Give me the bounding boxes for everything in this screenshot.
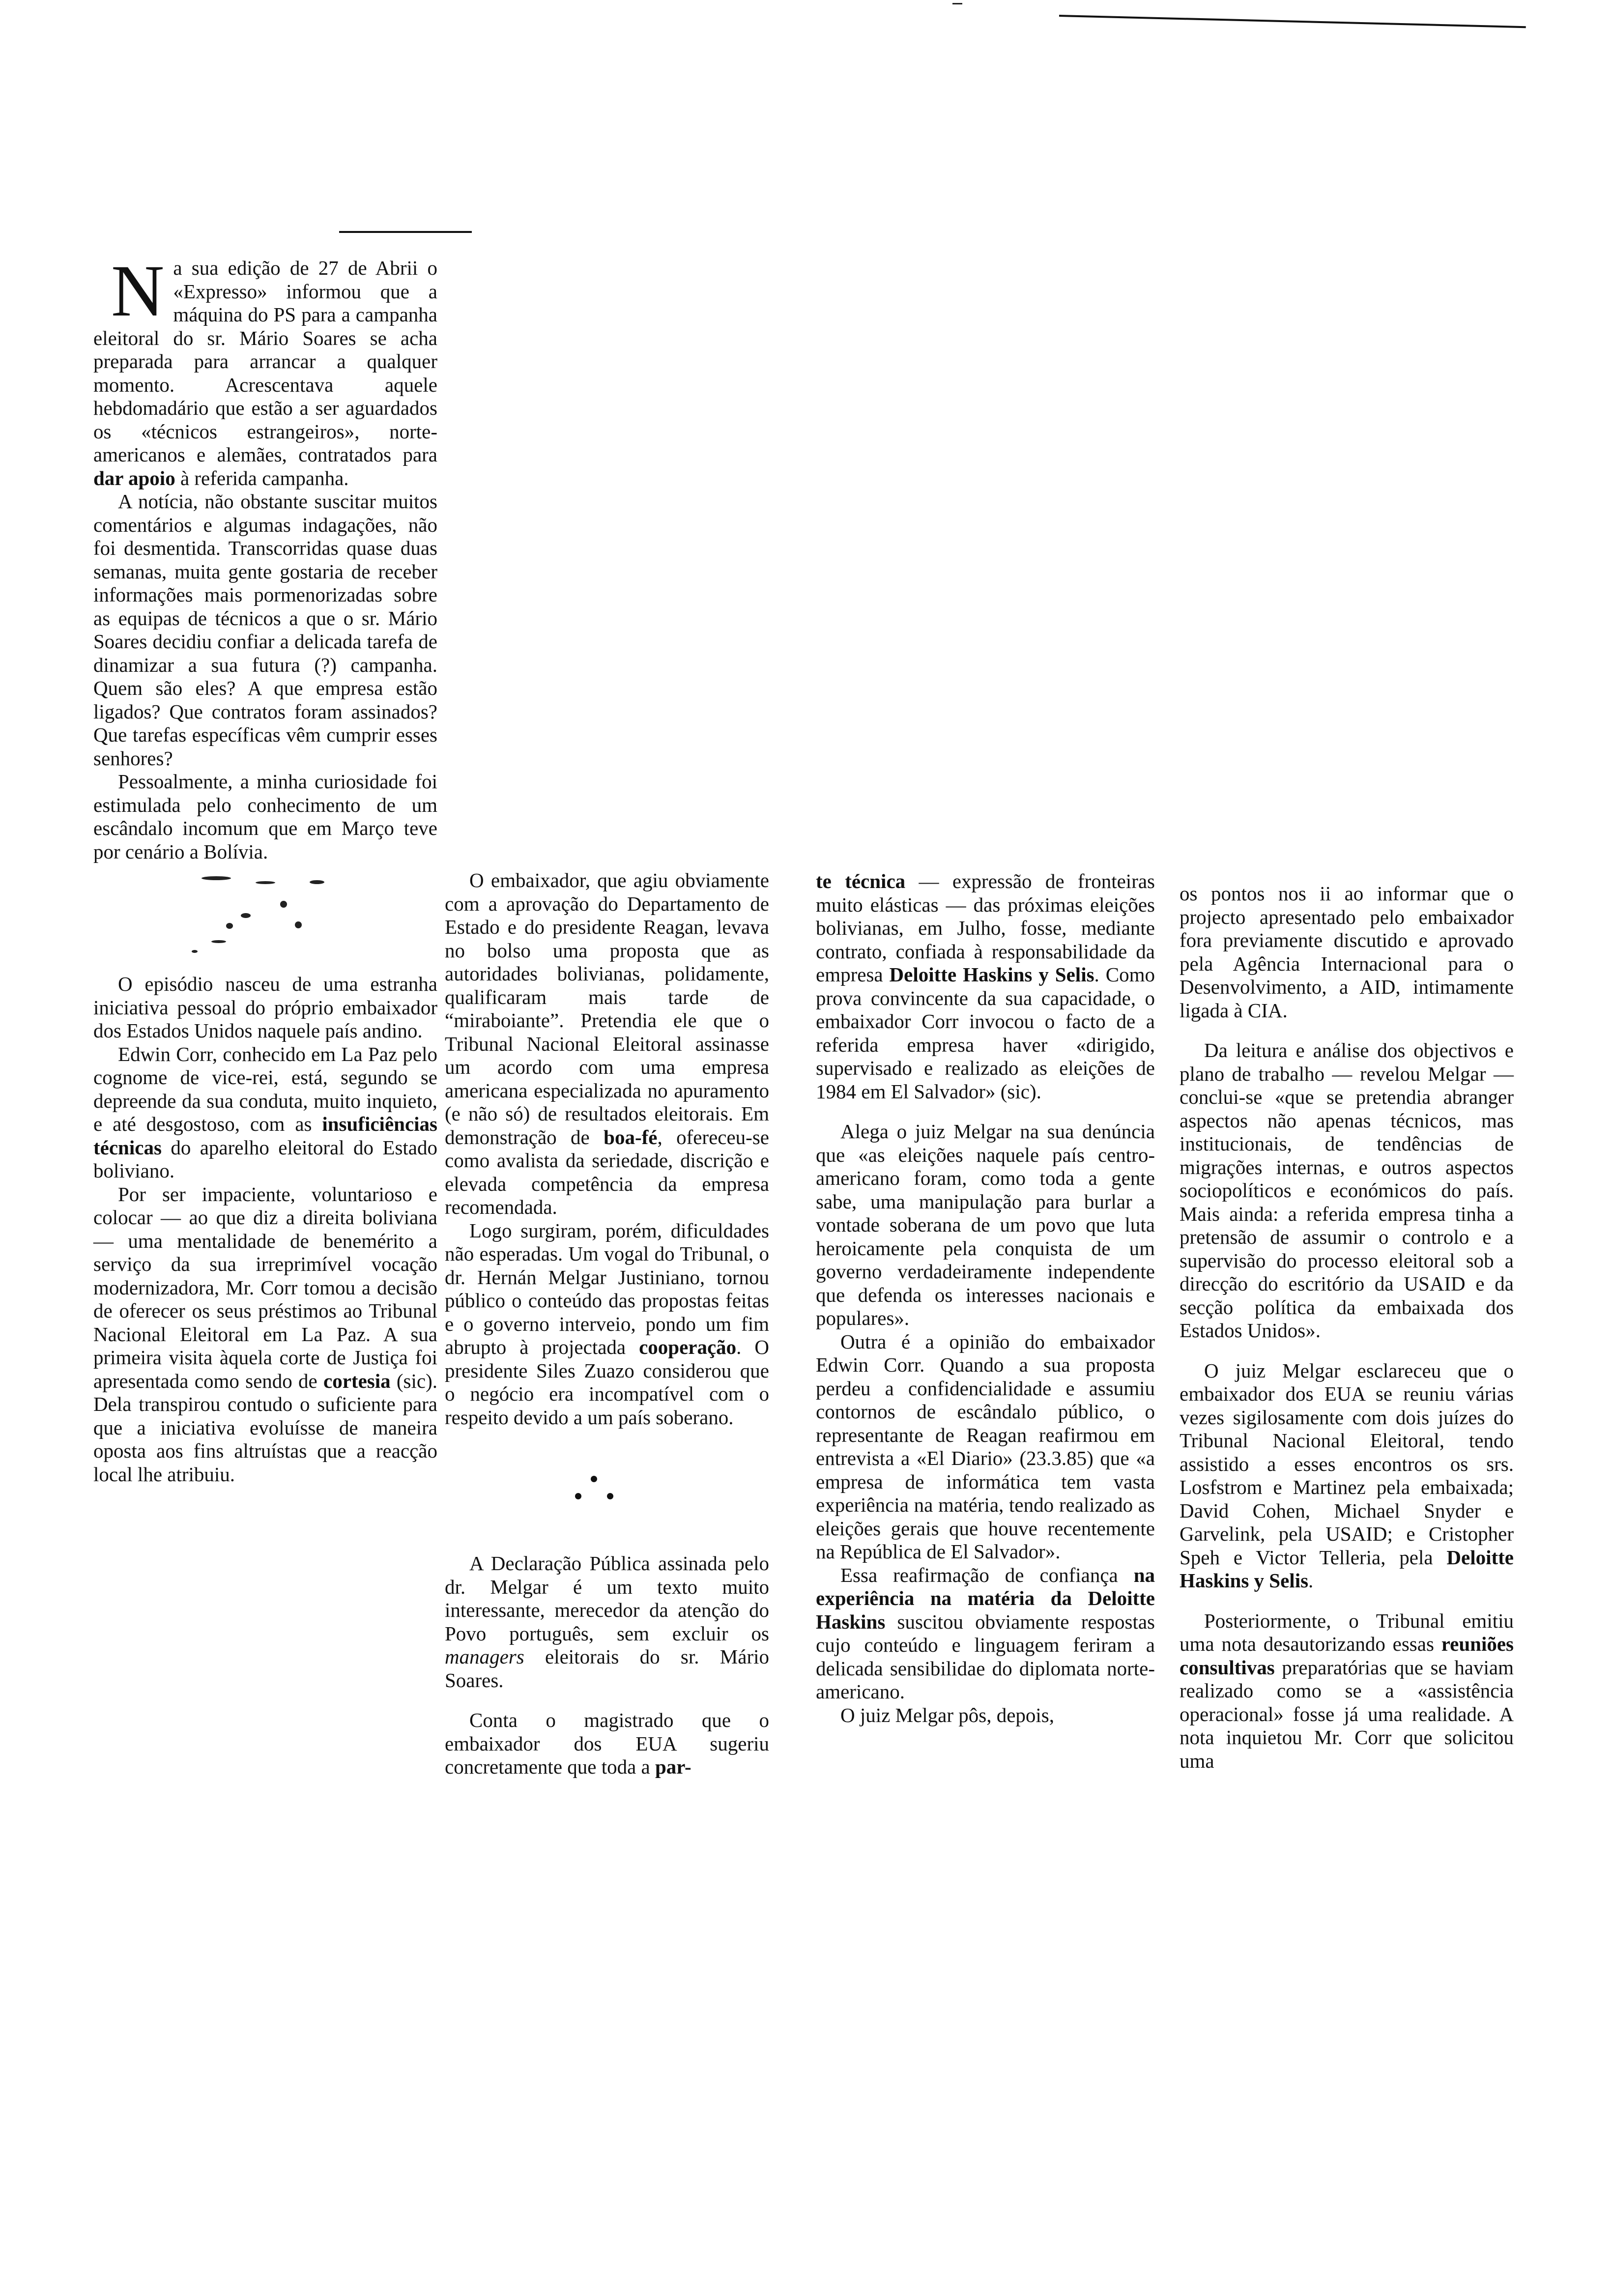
emphasis: cortesia	[323, 1369, 391, 1392]
emphasis: na experiência na matéria da Deloitte Haskins	[816, 1563, 1155, 1633]
scan-mark	[952, 3, 962, 4]
paragraph: A notícia, não obstante suscitar muitos comentários e algumas indagações, não foi desmentida. Transcorridas quase duas semanas, muita gente gostaria de receber informações mais pormenorizadas sobre as equipas de técnicos a que o sr. Mário Soares decidiu confiar a delicada tarefa de dinamizar a sua futura (?) campanha. Quem são eles? A que empresa estão ligados? Que contratos foram assinados? Que tarefas específicas vêm cumprir esses senhores?	[93, 490, 437, 770]
paragraph: O embaixador, que agiu obviamente com a aprovação do Departamento de Estado e do presidente Reagan, levava no bolso uma proposta que as autoridades bolivianas, polidamente, qualificaram mais tarde de “miraboiante”. Pretendia ele que o Tribunal Nacional Eleitoral assinasse um acordo com uma empresa americana especializada no apuramento (e não só) de resultados eleitorais. Em demonstração de boa-fé, ofereceu-se como avalista da seriedade, discrição e elevada competência da empresa recomendada.	[445, 869, 769, 1218]
paragraph: O episódio nasceu de uma estranha iniciativa pessoal do próprio embaixador dos Estados Unidos naquele país andino.	[93, 973, 437, 1042]
emphasis: par-	[655, 1755, 691, 1778]
emphasis: cooperação	[639, 1336, 737, 1358]
paragraph: Da leitura e análise dos objectivos e plano de trabalho — revelou Melgar — conclui-se «que se pretendia abranger aspectos não apenas técnicos, mas institucionais, de tendências de migrações internas, e outros aspectos sociopolíticos e económicos do país. Mais ainda: a referida empresa tinha a pretensão de assumir o controlo e a supervisão do processo eleitoral sob a direcção do escritório da USAID e da secção política da embaixada dos Estados Unidos».	[1180, 1039, 1514, 1342]
emphasis-italic: managers	[445, 1645, 524, 1668]
paragraph: Alega o juiz Melgar na sua denúncia que «as eleições naquele país centro-americano foram, como toda a gente sabe, uma manipulação para burlar a vontade soberana de um povo que luta heroicamente pela conquista de um governo verdadeiramente independente que defenda os interesses nacionais e populares».	[816, 1120, 1155, 1329]
emphasis: reuniões consultivas	[1180, 1633, 1514, 1679]
separator-dot	[607, 1493, 613, 1499]
emphasis: te técnica	[816, 870, 906, 892]
paragraph: Por ser impaciente, voluntarioso e colocar — ao que diz a direita boliviana — uma mentalidade de benemérito a serviço da sua irreprimível vocação modernizadora, Mr. Corr tomou a decisão de oferecer os seus préstimos ao Tribunal Nacional Eleitoral em La Paz. A sua primeira visita àquela corte de Justiça foi apresentada como sendo de cortesia (sic). Dela transpirou contudo o suficiente para que a iniciativa evoluísse de maneira oposta aos fins altruístas que a reacção local lhe atribuiu.	[93, 1182, 437, 1486]
article-top-rule	[339, 231, 472, 233]
paragraph: Outra é a opinião do embaixador Edwin Corr. Quando a sua proposta perdeu a confidencialidade e assumiu contornos de escândalo público, o representante de Reagan reafirmou em entrevista a «El Diario» (23.3.85) que «a empresa de informática tem vasta experiência na matéria, tendo realizado as eleições gerais que houve recentemente na República de El Salvador».	[816, 1330, 1155, 1563]
article-column-3	[816, 870, 1155, 1727]
section-separator-asterism	[445, 1429, 769, 1552]
emphasis: Deloitte Haskins y Selis	[1180, 1546, 1514, 1592]
emphasis: insuficiências técnicas	[93, 1113, 437, 1159]
separator-dot	[591, 1476, 597, 1482]
emphasis: boa-fé	[604, 1125, 658, 1148]
paragraph: O juiz Melgar pôs, depois,	[840, 1703, 1054, 1726]
print-smudge	[93, 866, 437, 970]
paragraph: O juiz Melgar esclareceu que o embaixador dos EUA se reuniu várias vezes sigilosamente com dois juízes do Tribunal Nacional Eleitoral, tendo assistido a esses encontros os srs. Losfstrom e Martinez pela embaixada; David Cohen, Michael Snyder e Garvelink, pela USAID; e Cristopher Speh e Victor Telleria, pela Deloitte Haskins y Selis.	[1180, 1359, 1514, 1592]
paragraph: te técnica — expressão de fronteiras muito elásticas — das próximas eleições bolivianas, em Julho, fosse, mediante contrato, confiada à responsabilidade da empresa Deloitte Haskins y Selis. Como prova convincente da sua capacidade, o embaixador Corr invocou o facto de a referida empresa haver «dirigido, supervisado e realizado as eleições de 1984 em El Salvador» (sic).	[816, 870, 1155, 1103]
paragraph: Essa reafirmação de confiança na experiência na matéria da Deloitte Haskins suscitou obviamente respostas cujo conteúdo e linguagem feriram a delicada sensibilidae do diplomata norte-americano.	[816, 1563, 1155, 1703]
drop-cap: N	[111, 250, 165, 332]
article-column-4	[1180, 882, 1514, 1773]
emphasis: dar apoio	[93, 466, 175, 489]
paragraph: Edwin Corr, conhecido em La Paz pelo cognome de vice-rei, está, segundo se depreende da sua conduta, muito inquieto, e até desgostoso, com as insuficiências técnicas do aparelho eleitoral do Estado boliviano.	[93, 1042, 437, 1182]
paragraph: os pontos nos ii ao informar que o projecto apresentado pelo embaixador fora previamente discutido e aprovado pela Agência Internacional para o Desenvolvimento, a AID, intimamente ligada à CIA.	[1180, 882, 1514, 1022]
paragraph: Na sua edição de 27 de Abrii o «Expresso» informou que a máquina do PS para a campanha eleitoral do sr. Mário Soares se acha preparada para arrancar a qualquer momento. Acrescentava aquele hebdomadário que estão a ser aguardados os «técnicos estrangeiros», norte-americanos e alemães, contratados para dar apoio à referida campanha.	[93, 250, 437, 489]
scan-edge-line	[1059, 15, 1526, 28]
paragraph: Pessoalmente, a minha curiosidade foi estimulada pelo conhecimento de um escândalo incomum que em Março teve por cenário a Bolívia.	[93, 770, 437, 863]
emphasis: Deloitte Haskins y Selis	[889, 963, 1094, 986]
article-column-2	[445, 869, 769, 1779]
paragraph: A Declaração Pública assinada pelo dr. Melgar é um texto muito interessante, merecedor da atenção do Povo português, sem excluir os managers eleitorais do sr. Mário Soares.	[445, 1552, 769, 1692]
paragraph: Conta o magistrado que o embaixador dos EUA sugeriu concretamente que toda a par-	[445, 1709, 769, 1778]
paragraph: Logo surgiram, porém, dificuldades não esperadas. Um vogal do Tribunal, o dr. Hernán Melgar Justiniano, tornou público o conteúdo das propostas feitas e o governo interveio, pondo um fim abrupto à projectada cooperação. O presidente Siles Zuazo considerou que o negócio era incompatível com o respeito devido a um país soberano.	[445, 1219, 769, 1429]
article-column-1	[93, 250, 437, 1486]
separator-dot	[575, 1493, 581, 1499]
paragraph: Posteriormente, o Tribunal emitiu uma nota desautorizando essas reuniões consultivas preparatórias que se haviam realizado como se a «assistência operacional» fosse já uma realidade. A nota inquietou Mr. Corr que solicitou uma	[1180, 1609, 1514, 1772]
